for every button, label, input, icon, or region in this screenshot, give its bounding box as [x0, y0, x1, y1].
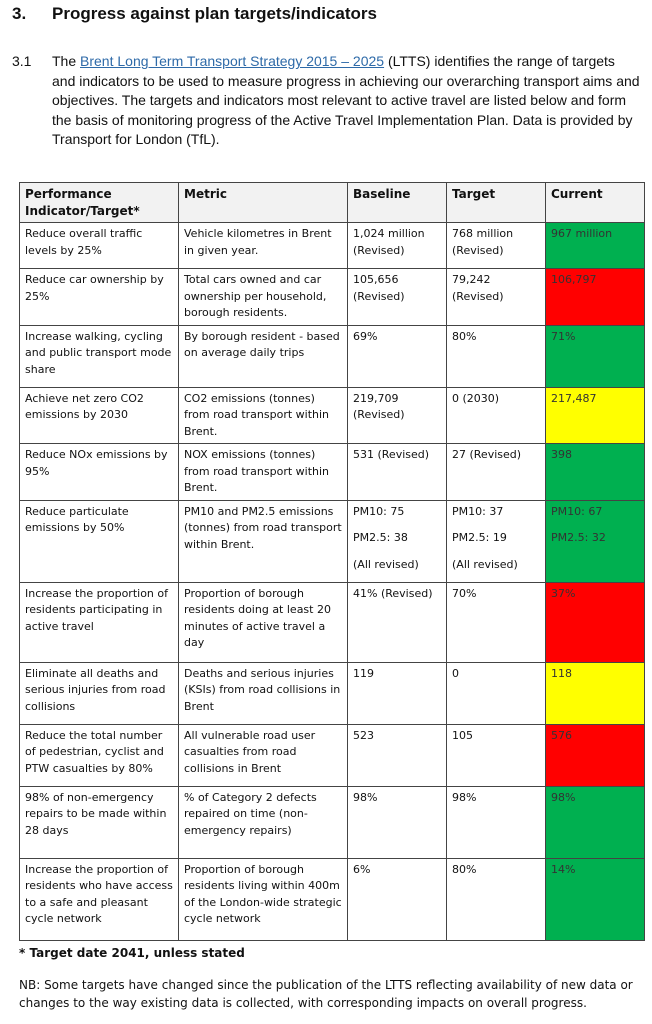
current-value: PM10: 67	[551, 504, 603, 518]
baseline-value: 98%	[353, 790, 378, 804]
current-cell	[546, 269, 645, 326]
target-cell	[447, 500, 546, 582]
nb-note: NB: Some targets have changed since the publication of the LTTS reflecting availability of new data or changes to the way existing data is collected, with corresponding impacts on overall progress.	[19, 978, 633, 1010]
table-row	[20, 582, 645, 662]
baseline-cell	[348, 662, 447, 724]
footnote: * Target date 2041, unless stated	[19, 946, 245, 960]
baseline-value: 41% (Revised)	[353, 586, 433, 600]
target-value: 79,242 (Revised)	[452, 273, 504, 303]
table-row	[20, 724, 645, 786]
section-title: Progress against plan targets/indicators	[52, 4, 377, 23]
table-row	[20, 223, 645, 269]
baseline-value: 105,656 (Revised)	[353, 273, 405, 303]
baseline-cell	[348, 325, 447, 387]
baseline-value: 6%	[353, 862, 371, 876]
table-header-row	[20, 183, 645, 223]
target-value: 0	[452, 666, 459, 680]
indicator-cell: Reduce NOx emissions by 95%	[20, 444, 179, 501]
indicator-cell: Increase walking, cycling and public transport mode share	[20, 325, 179, 387]
baseline-value: 1,024 million (Revised)	[353, 227, 425, 257]
target-cell	[447, 223, 546, 269]
current-cell	[546, 500, 645, 582]
target-value: 105	[452, 728, 473, 742]
baseline-cell	[348, 500, 447, 582]
table-row	[20, 387, 645, 444]
targets-table	[19, 182, 645, 941]
paragraph-text	[52, 52, 642, 150]
current-value: 98%	[551, 790, 576, 804]
target-cell	[447, 858, 546, 940]
baseline-cell	[348, 223, 447, 269]
table-row	[20, 444, 645, 501]
current-cell	[546, 223, 645, 269]
header-baseline: Baseline	[348, 183, 447, 223]
target-cell	[447, 269, 546, 326]
current-value: 576	[551, 728, 572, 742]
current-cell	[546, 444, 645, 501]
table-row	[20, 662, 645, 724]
header-current: Current	[546, 183, 645, 223]
current-value: 71%	[551, 329, 576, 343]
indicator-cell: 98% of non-emergency repairs to be made within 28 days	[20, 786, 179, 858]
paragraph-text-after: (LTTS) identifies the range of targets and indicators to be used to measure progress in achieving our overarching transport aims and objectives. The targets and indicators most relevant to active travel are listed below and form the basis of monitoring progress of the Active Travel Implementation Plan. Data is provided by Transport for London (TfL).	[52, 53, 640, 147]
baseline-value: 219,709 (Revised)	[353, 391, 405, 421]
current-cell	[546, 724, 645, 786]
header-metric: Metric	[179, 183, 348, 223]
ltts-link[interactable]: Brent Long Term Transport Strategy 2015 – 2025	[80, 53, 385, 69]
baseline-value: 523	[353, 728, 374, 742]
target-cell	[447, 662, 546, 724]
baseline-cell	[348, 786, 447, 858]
section-number: 3.	[12, 4, 27, 23]
target-value: 70%	[452, 586, 477, 600]
baseline-cell	[348, 269, 447, 326]
target-value: 27 (Revised)	[452, 448, 522, 461]
baseline-cell	[348, 582, 447, 662]
table-row	[20, 500, 645, 582]
metric-cell: By borough resident - based on average daily trips	[179, 325, 348, 387]
current-value: 398	[551, 448, 572, 461]
indicator-cell: Reduce car ownership by 25%	[20, 269, 179, 326]
baseline-cell	[348, 444, 447, 501]
target-cell	[447, 387, 546, 444]
baseline-cell	[348, 858, 447, 940]
metric-cell: Total cars owned and car ownership per household, borough residents.	[179, 269, 348, 326]
target-value: 0 (2030)	[452, 391, 500, 405]
target-value: 98%	[452, 790, 477, 804]
indicator-cell: Reduce particulate emissions by 50%	[20, 500, 179, 582]
baseline-value: PM10: 75	[353, 504, 405, 518]
current-cell	[546, 786, 645, 858]
current-value: 106,797	[551, 273, 597, 286]
target-value: PM10: 37	[452, 504, 504, 518]
baseline-value: PM2.5: 38	[353, 531, 408, 544]
metric-cell: Proportion of borough residents living within 400m of the London-wide strategic cycle network	[179, 858, 348, 940]
metric-cell: % of Category 2 defects repaired on time (non-emergency repairs)	[179, 786, 348, 858]
baseline-value: 531 (Revised)	[353, 448, 430, 461]
metric-cell: Deaths and serious injuries (KSIs) from road collisions in Brent	[179, 662, 348, 724]
target-value: 80%	[452, 329, 477, 343]
baseline-cell	[348, 387, 447, 444]
target-value: 768 million (Revised)	[452, 227, 514, 257]
current-value: 967 million	[551, 227, 613, 240]
header-indicator: Performance Indicator/Target*	[20, 183, 179, 223]
table-row	[20, 269, 645, 326]
metric-cell: All vulnerable road user casualties from road collisions in Brent	[179, 724, 348, 786]
current-value: PM2.5: 32	[551, 531, 606, 544]
table-row	[20, 786, 645, 858]
baseline-value: 69%	[353, 329, 378, 343]
target-cell	[447, 724, 546, 786]
target-value: PM2.5: 19	[452, 531, 507, 544]
current-cell	[546, 858, 645, 940]
paragraph-3-1	[12, 52, 642, 150]
metric-cell: NOX emissions (tonnes) from road transport within Brent.	[179, 444, 348, 501]
paragraph-text-before: The	[52, 53, 81, 69]
table-row	[20, 858, 645, 940]
paragraph-number: 3.1	[12, 53, 32, 69]
table-body	[20, 223, 645, 941]
indicator-cell: Increase the proportion of residents participating in active travel	[20, 582, 179, 662]
metric-cell: Proportion of borough residents doing at least 20 minutes of active travel a day	[179, 582, 348, 662]
current-cell	[546, 387, 645, 444]
target-cell	[447, 444, 546, 501]
indicator-cell: Reduce overall traffic levels by 25%	[20, 223, 179, 269]
indicator-cell: Increase the proportion of residents who have access to a safe and pleasant cycle network	[20, 858, 179, 940]
metric-cell: PM10 and PM2.5 emissions (tonnes) from road transport within Brent.	[179, 500, 348, 582]
target-value: (All revised)	[452, 557, 518, 571]
current-value: 37%	[551, 586, 576, 600]
target-value: 80%	[452, 862, 477, 876]
baseline-value: 119	[353, 666, 374, 680]
current-value: 14%	[551, 862, 576, 876]
header-target: Target	[447, 183, 546, 223]
target-cell	[447, 786, 546, 858]
metric-cell: CO2 emissions (tonnes) from road transport within Brent.	[179, 387, 348, 444]
table-row	[20, 325, 645, 387]
current-cell	[546, 582, 645, 662]
section-heading	[12, 4, 377, 24]
current-value: 217,487	[551, 391, 597, 405]
baseline-cell	[348, 724, 447, 786]
metric-cell: Vehicle kilometres in Brent in given year.	[179, 223, 348, 269]
indicator-cell: Reduce the total number of pedestrian, cyclist and PTW casualties by 80%	[20, 724, 179, 786]
indicator-cell: Eliminate all deaths and serious injuries from road collisions	[20, 662, 179, 724]
target-cell	[447, 325, 546, 387]
current-cell	[546, 325, 645, 387]
target-cell	[447, 582, 546, 662]
indicator-cell: Achieve net zero CO2 emissions by 2030	[20, 387, 179, 444]
baseline-value: (All revised)	[353, 557, 419, 571]
current-value: 118	[551, 666, 572, 680]
current-cell	[546, 662, 645, 724]
